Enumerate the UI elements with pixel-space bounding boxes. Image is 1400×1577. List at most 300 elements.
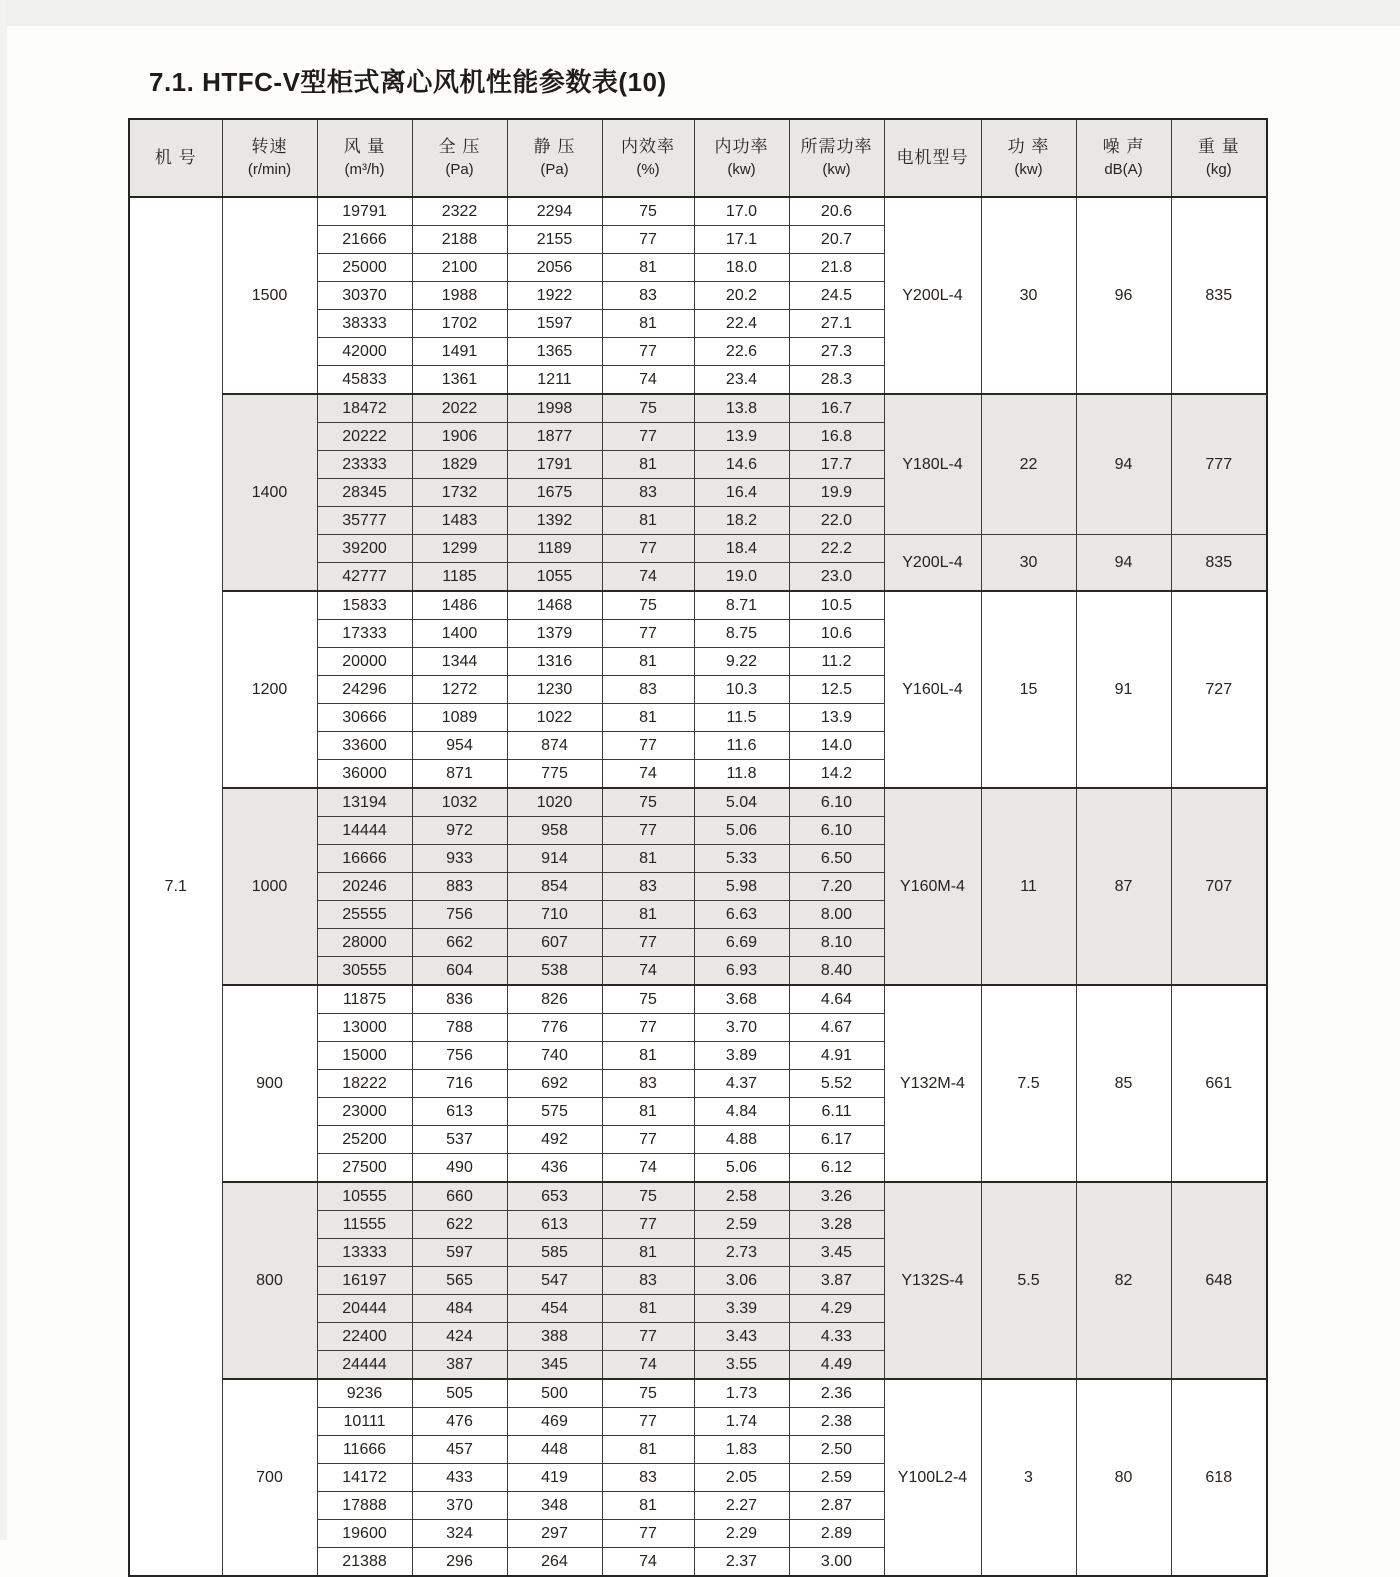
internal-power-cell: 1.74 [694, 1408, 789, 1436]
static-pressure-cell: 348 [507, 1492, 602, 1520]
efficiency-cell: 75 [602, 1182, 694, 1211]
speed-cell: 700 [222, 1379, 317, 1576]
flow-cell: 24296 [317, 676, 412, 704]
internal-power-cell: 2.29 [694, 1520, 789, 1548]
total-pressure-cell: 1988 [412, 282, 507, 310]
efficiency-cell: 83 [602, 873, 694, 901]
flow-cell: 38333 [317, 310, 412, 338]
total-pressure-cell: 871 [412, 760, 507, 789]
required-power-cell: 22.2 [789, 535, 884, 563]
column-header-total-pressure [412, 119, 507, 197]
required-power-cell: 3.45 [789, 1239, 884, 1267]
flow-cell: 23000 [317, 1098, 412, 1126]
required-power-cell: 14.2 [789, 760, 884, 789]
efficiency-cell: 83 [602, 1464, 694, 1492]
static-pressure-cell: 1597 [507, 310, 602, 338]
motor-weight-cell: 777 [1171, 394, 1267, 535]
internal-power-cell: 23.4 [694, 366, 789, 395]
internal-power-cell: 5.04 [694, 788, 789, 817]
efficiency-cell: 81 [602, 254, 694, 282]
efficiency-cell: 77 [602, 929, 694, 957]
column-header-unit: (kw) [822, 161, 851, 178]
motor-model-cell: Y200L-4 [884, 197, 981, 394]
total-pressure-cell: 788 [412, 1014, 507, 1042]
table-row [129, 1182, 1267, 1211]
flow-cell: 42777 [317, 563, 412, 592]
table-row [129, 985, 1267, 1014]
internal-power-cell: 22.4 [694, 310, 789, 338]
total-pressure-cell: 457 [412, 1436, 507, 1464]
internal-power-cell: 14.6 [694, 451, 789, 479]
total-pressure-cell: 662 [412, 929, 507, 957]
internal-power-cell: 4.88 [694, 1126, 789, 1154]
static-pressure-cell: 547 [507, 1267, 602, 1295]
required-power-cell: 20.7 [789, 226, 884, 254]
internal-power-cell: 5.98 [694, 873, 789, 901]
internal-power-cell: 22.6 [694, 338, 789, 366]
internal-power-cell: 3.43 [694, 1323, 789, 1351]
required-power-cell: 6.10 [789, 788, 884, 817]
efficiency-cell: 83 [602, 1070, 694, 1098]
column-header-unit: dB(A) [1104, 161, 1143, 178]
motor-model-cell: Y100L2-4 [884, 1379, 981, 1576]
column-header-label: 内效率 [621, 137, 675, 156]
motor-power-cell: 11 [981, 788, 1076, 985]
total-pressure-cell: 1361 [412, 366, 507, 395]
static-pressure-cell: 1998 [507, 394, 602, 423]
flow-cell: 20222 [317, 423, 412, 451]
internal-power-cell: 16.4 [694, 479, 789, 507]
internal-power-cell: 3.89 [694, 1042, 789, 1070]
internal-power-cell: 4.37 [694, 1070, 789, 1098]
motor-model-cell: Y180L-4 [884, 394, 981, 535]
efficiency-cell: 81 [602, 1295, 694, 1323]
efficiency-cell: 74 [602, 366, 694, 395]
internal-power-cell: 2.73 [694, 1239, 789, 1267]
flow-cell: 22400 [317, 1323, 412, 1351]
total-pressure-cell: 1483 [412, 507, 507, 535]
static-pressure-cell: 854 [507, 873, 602, 901]
internal-power-cell: 6.93 [694, 957, 789, 986]
required-power-cell: 2.36 [789, 1379, 884, 1408]
speed-cell: 1000 [222, 788, 317, 985]
motor-noise-cell: 85 [1076, 985, 1171, 1182]
total-pressure-cell: 613 [412, 1098, 507, 1126]
required-power-cell: 6.50 [789, 845, 884, 873]
speed-cell: 1200 [222, 591, 317, 788]
total-pressure-cell: 1185 [412, 563, 507, 592]
required-power-cell: 2.89 [789, 1520, 884, 1548]
static-pressure-cell: 2155 [507, 226, 602, 254]
total-pressure-cell: 954 [412, 732, 507, 760]
internal-power-cell: 3.39 [694, 1295, 789, 1323]
internal-power-cell: 17.1 [694, 226, 789, 254]
column-header-unit: (kw) [1014, 161, 1043, 178]
required-power-cell: 6.11 [789, 1098, 884, 1126]
column-header-weight [1171, 119, 1267, 197]
flow-cell: 11875 [317, 985, 412, 1014]
flow-cell: 30555 [317, 957, 412, 986]
efficiency-cell: 77 [602, 620, 694, 648]
total-pressure-cell: 972 [412, 817, 507, 845]
static-pressure-cell: 914 [507, 845, 602, 873]
internal-power-cell: 6.63 [694, 901, 789, 929]
flow-cell: 11666 [317, 1436, 412, 1464]
required-power-cell: 2.59 [789, 1464, 884, 1492]
efficiency-cell: 74 [602, 1351, 694, 1380]
total-pressure-cell: 565 [412, 1267, 507, 1295]
total-pressure-cell: 2022 [412, 394, 507, 423]
page-left-edge [0, 0, 7, 1540]
efficiency-cell: 83 [602, 282, 694, 310]
internal-power-cell: 17.0 [694, 197, 789, 226]
required-power-cell: 3.28 [789, 1211, 884, 1239]
required-power-cell: 3.87 [789, 1267, 884, 1295]
required-power-cell: 2.50 [789, 1436, 884, 1464]
total-pressure-cell: 484 [412, 1295, 507, 1323]
motor-noise-cell: 96 [1076, 197, 1171, 394]
required-power-cell: 24.5 [789, 282, 884, 310]
table-row [129, 788, 1267, 817]
flow-cell: 39200 [317, 535, 412, 563]
total-pressure-cell: 324 [412, 1520, 507, 1548]
motor-power-cell: 22 [981, 394, 1076, 535]
flow-cell: 33600 [317, 732, 412, 760]
efficiency-cell: 77 [602, 732, 694, 760]
internal-power-cell: 6.69 [694, 929, 789, 957]
motor-power-cell: 5.5 [981, 1182, 1076, 1379]
required-power-cell: 16.8 [789, 423, 884, 451]
total-pressure-cell: 756 [412, 1042, 507, 1070]
internal-power-cell: 1.83 [694, 1436, 789, 1464]
efficiency-cell: 77 [602, 1211, 694, 1239]
internal-power-cell: 18.2 [694, 507, 789, 535]
flow-cell: 19600 [317, 1520, 412, 1548]
internal-power-cell: 8.75 [694, 620, 789, 648]
efficiency-cell: 77 [602, 1126, 694, 1154]
internal-power-cell: 5.06 [694, 1154, 789, 1183]
flow-cell: 19791 [317, 197, 412, 226]
efficiency-cell: 77 [602, 1323, 694, 1351]
internal-power-cell: 1.73 [694, 1379, 789, 1408]
column-header-label: 噪 声 [1102, 137, 1145, 156]
total-pressure-cell: 2100 [412, 254, 507, 282]
flow-cell: 18472 [317, 394, 412, 423]
static-pressure-cell: 500 [507, 1379, 602, 1408]
static-pressure-cell: 740 [507, 1042, 602, 1070]
column-header-flow [317, 119, 412, 197]
internal-power-cell: 13.9 [694, 423, 789, 451]
efficiency-cell: 77 [602, 1520, 694, 1548]
static-pressure-cell: 1392 [507, 507, 602, 535]
flow-cell: 11555 [317, 1211, 412, 1239]
flow-cell: 28345 [317, 479, 412, 507]
efficiency-cell: 83 [602, 676, 694, 704]
table-row [129, 394, 1267, 423]
required-power-cell: 7.20 [789, 873, 884, 901]
motor-noise-cell: 80 [1076, 1379, 1171, 1576]
static-pressure-cell: 297 [507, 1520, 602, 1548]
motor-power-cell: 7.5 [981, 985, 1076, 1182]
flow-cell: 17333 [317, 620, 412, 648]
total-pressure-cell: 370 [412, 1492, 507, 1520]
flow-cell: 13333 [317, 1239, 412, 1267]
motor-model-cell: Y160L-4 [884, 591, 981, 788]
motor-model-cell: Y132M-4 [884, 985, 981, 1182]
efficiency-cell: 83 [602, 479, 694, 507]
total-pressure-cell: 1491 [412, 338, 507, 366]
flow-cell: 23333 [317, 451, 412, 479]
static-pressure-cell: 776 [507, 1014, 602, 1042]
flow-cell: 20000 [317, 648, 412, 676]
speed-cell: 800 [222, 1182, 317, 1379]
total-pressure-cell: 2322 [412, 197, 507, 226]
column-header-unit: (kw) [727, 161, 756, 178]
total-pressure-cell: 756 [412, 901, 507, 929]
efficiency-cell: 77 [602, 817, 694, 845]
flow-cell: 24444 [317, 1351, 412, 1380]
flow-cell: 20444 [317, 1295, 412, 1323]
required-power-cell: 12.5 [789, 676, 884, 704]
required-power-cell: 4.67 [789, 1014, 884, 1042]
flow-cell: 25200 [317, 1126, 412, 1154]
efficiency-cell: 74 [602, 957, 694, 986]
internal-power-cell: 3.70 [694, 1014, 789, 1042]
machine-no-cell: 7.1 [129, 197, 222, 1576]
motor-noise-cell: 94 [1076, 535, 1171, 592]
static-pressure-cell: 613 [507, 1211, 602, 1239]
speed-cell: 1500 [222, 197, 317, 394]
total-pressure-cell: 604 [412, 957, 507, 986]
static-pressure-cell: 575 [507, 1098, 602, 1126]
internal-power-cell: 5.33 [694, 845, 789, 873]
total-pressure-cell: 1032 [412, 788, 507, 817]
column-header-machine [129, 119, 222, 197]
efficiency-cell: 77 [602, 1014, 694, 1042]
internal-power-cell: 20.2 [694, 282, 789, 310]
column-header-noise [1076, 119, 1171, 197]
static-pressure-cell: 1379 [507, 620, 602, 648]
internal-power-cell: 2.58 [694, 1182, 789, 1211]
required-power-cell: 8.10 [789, 929, 884, 957]
column-header-label: 机 号 [154, 148, 197, 167]
static-pressure-cell: 388 [507, 1323, 602, 1351]
total-pressure-cell: 883 [412, 873, 507, 901]
column-header-power [981, 119, 1076, 197]
required-power-cell: 10.5 [789, 591, 884, 620]
motor-weight-cell: 707 [1171, 788, 1267, 985]
static-pressure-cell: 692 [507, 1070, 602, 1098]
total-pressure-cell: 1829 [412, 451, 507, 479]
static-pressure-cell: 958 [507, 817, 602, 845]
static-pressure-cell: 1055 [507, 563, 602, 592]
header-row [129, 119, 1267, 197]
efficiency-cell: 81 [602, 845, 694, 873]
internal-power-cell: 19.0 [694, 563, 789, 592]
static-pressure-cell: 436 [507, 1154, 602, 1183]
efficiency-cell: 74 [602, 1154, 694, 1183]
motor-power-cell: 15 [981, 591, 1076, 788]
required-power-cell: 22.0 [789, 507, 884, 535]
flow-cell: 20246 [317, 873, 412, 901]
motor-weight-cell: 661 [1171, 985, 1267, 1182]
column-header-label: 全 压 [438, 137, 481, 156]
flow-cell: 13000 [317, 1014, 412, 1042]
motor-power-cell: 30 [981, 535, 1076, 592]
static-pressure-cell: 2056 [507, 254, 602, 282]
column-header-label: 风 量 [343, 137, 386, 156]
efficiency-cell: 81 [602, 1436, 694, 1464]
efficiency-cell: 81 [602, 1492, 694, 1520]
total-pressure-cell: 622 [412, 1211, 507, 1239]
total-pressure-cell: 1344 [412, 648, 507, 676]
column-header-speed [222, 119, 317, 197]
total-pressure-cell: 660 [412, 1182, 507, 1211]
page-title: 7.1. HTFC-V型柜式离心风机性能参数表(10) [149, 67, 667, 97]
total-pressure-cell: 1732 [412, 479, 507, 507]
flow-cell: 35777 [317, 507, 412, 535]
table-row [129, 197, 1267, 226]
total-pressure-cell: 387 [412, 1351, 507, 1380]
flow-cell: 30370 [317, 282, 412, 310]
table-header [129, 119, 1267, 197]
flow-cell: 25555 [317, 901, 412, 929]
static-pressure-cell: 2294 [507, 197, 602, 226]
table-row [129, 591, 1267, 620]
efficiency-cell: 75 [602, 591, 694, 620]
required-power-cell: 4.29 [789, 1295, 884, 1323]
flow-cell: 9236 [317, 1379, 412, 1408]
internal-power-cell: 2.59 [694, 1211, 789, 1239]
required-power-cell: 6.10 [789, 817, 884, 845]
motor-weight-cell: 835 [1171, 535, 1267, 592]
efficiency-cell: 81 [602, 310, 694, 338]
flow-cell: 16666 [317, 845, 412, 873]
total-pressure-cell: 1906 [412, 423, 507, 451]
column-header-motor-model [884, 119, 981, 197]
total-pressure-cell: 597 [412, 1239, 507, 1267]
static-pressure-cell: 775 [507, 760, 602, 789]
column-header-unit: (Pa) [540, 161, 569, 178]
internal-power-cell: 11.6 [694, 732, 789, 760]
column-header-label: 内功率 [714, 137, 769, 156]
column-header-unit: (r/min) [247, 161, 292, 178]
efficiency-cell: 81 [602, 507, 694, 535]
efficiency-cell: 77 [602, 1408, 694, 1436]
total-pressure-cell: 836 [412, 985, 507, 1014]
required-power-cell: 5.52 [789, 1070, 884, 1098]
required-power-cell: 8.40 [789, 957, 884, 986]
efficiency-cell: 81 [602, 451, 694, 479]
required-power-cell: 3.00 [789, 1548, 884, 1577]
efficiency-cell: 77 [602, 535, 694, 563]
internal-power-cell: 4.84 [694, 1098, 789, 1126]
flow-cell: 25000 [317, 254, 412, 282]
static-pressure-cell: 874 [507, 732, 602, 760]
column-header-required-power [789, 119, 884, 197]
static-pressure-cell: 1791 [507, 451, 602, 479]
flow-cell: 14444 [317, 817, 412, 845]
required-power-cell: 10.6 [789, 620, 884, 648]
efficiency-cell: 75 [602, 394, 694, 423]
static-pressure-cell: 538 [507, 957, 602, 986]
static-pressure-cell: 1922 [507, 282, 602, 310]
column-header-label: 所需功率 [800, 137, 873, 156]
static-pressure-cell: 492 [507, 1126, 602, 1154]
static-pressure-cell: 1365 [507, 338, 602, 366]
flow-cell: 16197 [317, 1267, 412, 1295]
required-power-cell: 2.87 [789, 1492, 884, 1520]
required-power-cell: 20.6 [789, 197, 884, 226]
column-header-label: 功 率 [1007, 137, 1050, 156]
flow-cell: 13194 [317, 788, 412, 817]
column-header-label: 转速 [251, 137, 288, 156]
efficiency-cell: 74 [602, 760, 694, 789]
static-pressure-cell: 264 [507, 1548, 602, 1577]
total-pressure-cell: 933 [412, 845, 507, 873]
speed-cell: 900 [222, 985, 317, 1182]
column-header-unit: (Pa) [445, 161, 474, 178]
total-pressure-cell: 296 [412, 1548, 507, 1577]
flow-cell: 15000 [317, 1042, 412, 1070]
required-power-cell: 23.0 [789, 563, 884, 592]
static-pressure-cell: 454 [507, 1295, 602, 1323]
page-top-edge [0, 0, 1400, 26]
internal-power-cell: 5.06 [694, 817, 789, 845]
internal-power-cell: 18.0 [694, 254, 789, 282]
static-pressure-cell: 653 [507, 1182, 602, 1211]
flow-cell: 42000 [317, 338, 412, 366]
internal-power-cell: 3.68 [694, 985, 789, 1014]
static-pressure-cell: 1675 [507, 479, 602, 507]
internal-power-cell: 2.37 [694, 1548, 789, 1577]
static-pressure-cell: 710 [507, 901, 602, 929]
total-pressure-cell: 505 [412, 1379, 507, 1408]
internal-power-cell: 2.05 [694, 1464, 789, 1492]
static-pressure-cell: 1022 [507, 704, 602, 732]
required-power-cell: 4.64 [789, 985, 884, 1014]
required-power-cell: 13.9 [789, 704, 884, 732]
fan-performance-table [128, 118, 1268, 1577]
static-pressure-cell: 1211 [507, 366, 602, 395]
column-header-static-pressure [507, 119, 602, 197]
static-pressure-cell: 1468 [507, 591, 602, 620]
static-pressure-cell: 469 [507, 1408, 602, 1436]
efficiency-cell: 77 [602, 338, 694, 366]
column-header-unit: (%) [636, 161, 660, 178]
motor-weight-cell: 727 [1171, 591, 1267, 788]
required-power-cell: 6.17 [789, 1126, 884, 1154]
total-pressure-cell: 716 [412, 1070, 507, 1098]
total-pressure-cell: 433 [412, 1464, 507, 1492]
static-pressure-cell: 345 [507, 1351, 602, 1380]
flow-cell: 21666 [317, 226, 412, 254]
efficiency-cell: 81 [602, 1098, 694, 1126]
static-pressure-cell: 1189 [507, 535, 602, 563]
flow-cell: 30666 [317, 704, 412, 732]
required-power-cell: 2.38 [789, 1408, 884, 1436]
static-pressure-cell: 1877 [507, 423, 602, 451]
internal-power-cell: 3.55 [694, 1351, 789, 1380]
table-row [129, 1379, 1267, 1408]
flow-cell: 28000 [317, 929, 412, 957]
static-pressure-cell: 585 [507, 1239, 602, 1267]
static-pressure-cell: 1020 [507, 788, 602, 817]
internal-power-cell: 9.22 [694, 648, 789, 676]
required-power-cell: 3.26 [789, 1182, 884, 1211]
flow-cell: 36000 [317, 760, 412, 789]
flow-cell: 15833 [317, 591, 412, 620]
